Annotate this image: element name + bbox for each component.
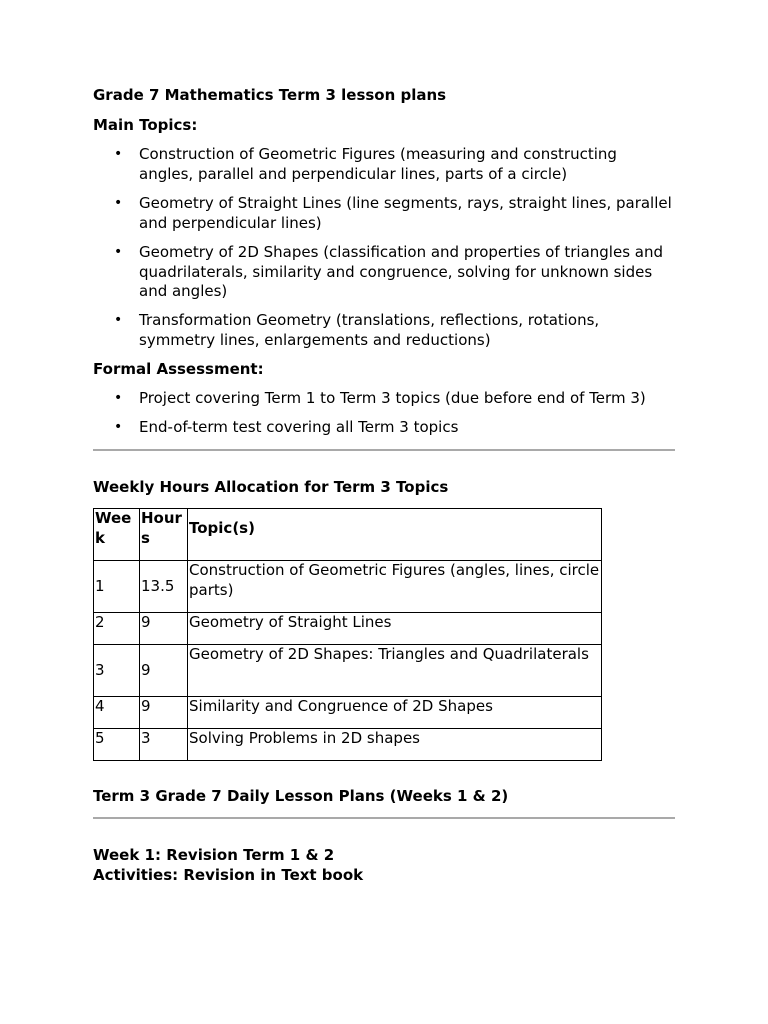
cell-hours: 13.5 xyxy=(140,561,188,613)
table-row xyxy=(94,613,602,645)
bullet-icon: • xyxy=(114,195,123,211)
cell-topic: Construction of Geometric Figures (angles, lines, circle parts) xyxy=(188,561,602,613)
cell-week: 2 xyxy=(94,613,140,645)
cell-hours: 3 xyxy=(140,729,188,761)
weekly-hours-table xyxy=(93,508,602,761)
assessment-heading: Formal Assessment: xyxy=(93,360,264,378)
cell-week: 3 xyxy=(94,645,140,697)
list-item-text: Transformation Geometry (translations, reflections, rotations, symmetry lines, enlargements and reductions) xyxy=(139,311,600,349)
table-row xyxy=(94,561,602,613)
divider xyxy=(93,449,675,451)
table-row xyxy=(94,645,602,697)
cell-hours: 9 xyxy=(140,645,188,697)
daily-plans-heading: Term 3 Grade 7 Daily Lesson Plans (Weeks 1 & 2) xyxy=(93,787,509,805)
bullet-icon: • xyxy=(114,244,123,260)
list-item-text: Geometry of 2D Shapes (classification and properties of triangles and quadrilaterals, similarity and congruence, solving for unknown sides and angles) xyxy=(139,243,664,300)
cell-week: 5 xyxy=(94,729,140,761)
activities-line: Activities: Revision in Text book xyxy=(93,866,364,884)
cell-topic: Geometry of 2D Shapes: Triangles and Quadrilaterals xyxy=(188,645,602,697)
list-item-text: Geometry of Straight Lines (line segments, rays, straight lines, parallel and perpendicular lines) xyxy=(139,194,672,232)
cell-topic: Solving Problems in 2D shapes xyxy=(188,729,602,761)
cell-week: 1 xyxy=(94,561,140,613)
bullet-icon: • xyxy=(114,312,123,328)
bullet-icon: • xyxy=(114,146,123,162)
list-item-text: Project covering Term 1 to Term 3 topics (due before end of Term 3) xyxy=(139,389,646,407)
cell-topic: Similarity and Congruence of 2D Shapes xyxy=(188,697,602,729)
header-hours: Hours xyxy=(140,509,188,561)
divider xyxy=(93,817,675,819)
list-item-text: Construction of Geometric Figures (measuring and constructing angles, parallel and perpendicular lines, parts of a circle) xyxy=(139,145,617,183)
cell-hours: 9 xyxy=(140,613,188,645)
weekly-hours-heading: Weekly Hours Allocation for Term 3 Topics xyxy=(93,478,449,496)
header-topics: Topic(s) xyxy=(188,509,602,561)
list-item-text: End-of-term test covering all Term 3 topics xyxy=(139,418,459,436)
table-row xyxy=(94,697,602,729)
header-week: Week xyxy=(94,509,140,561)
document-title: Grade 7 Mathematics Term 3 lesson plans xyxy=(93,86,447,104)
week1-line: Week 1: Revision Term 1 & 2 xyxy=(93,846,335,864)
bullet-icon: • xyxy=(114,390,123,406)
table-header-row xyxy=(94,509,602,561)
cell-topic: Geometry of Straight Lines xyxy=(188,613,602,645)
bullet-icon: • xyxy=(114,419,123,435)
cell-week: 4 xyxy=(94,697,140,729)
main-topics-heading: Main Topics: xyxy=(93,116,198,134)
cell-hours: 9 xyxy=(140,697,188,729)
table-row xyxy=(94,729,602,761)
